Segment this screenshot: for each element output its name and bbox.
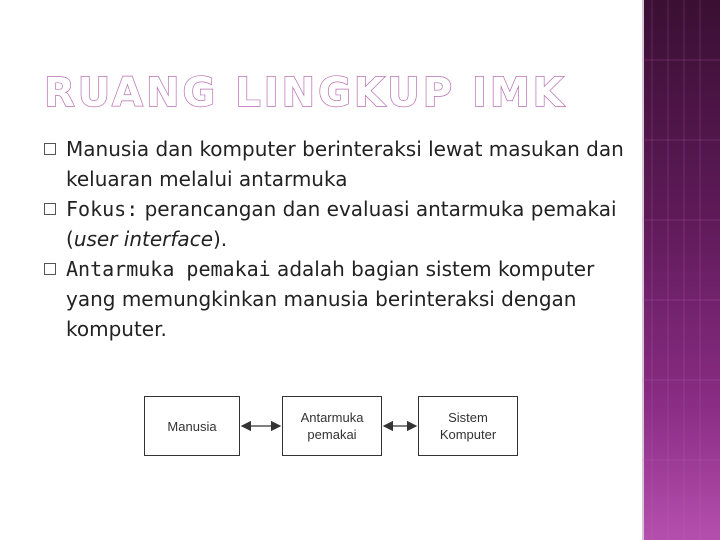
bullet-label: Fokus: bbox=[66, 197, 139, 221]
bullet-label: Antarmuka pemakai bbox=[66, 257, 271, 281]
node-label-line1: Antarmuka bbox=[300, 410, 364, 425]
bullet-italic-term: user interface bbox=[73, 227, 213, 251]
bullet-text: Manusia dan komputer berinteraksi lewat masukan dan keluaran melalui antarmuka bbox=[66, 137, 624, 191]
node-label-line2: pemakai bbox=[307, 427, 357, 442]
bullet-text: adalah bagian sistem komputer yang memungkinkan manusia berinteraksi dengan komputer. bbox=[66, 257, 595, 341]
bullet-text: perancangan dan evaluasi antarmuka pemakai ( bbox=[66, 197, 617, 251]
node-label: Manusia bbox=[167, 418, 217, 434]
node-label-line1: Sistem bbox=[448, 410, 488, 425]
bullet-text-end: ). bbox=[213, 227, 228, 251]
slide-title: RUANG LINGKUP IMK bbox=[44, 70, 567, 116]
node-label-line2: Komputer bbox=[439, 427, 497, 442]
